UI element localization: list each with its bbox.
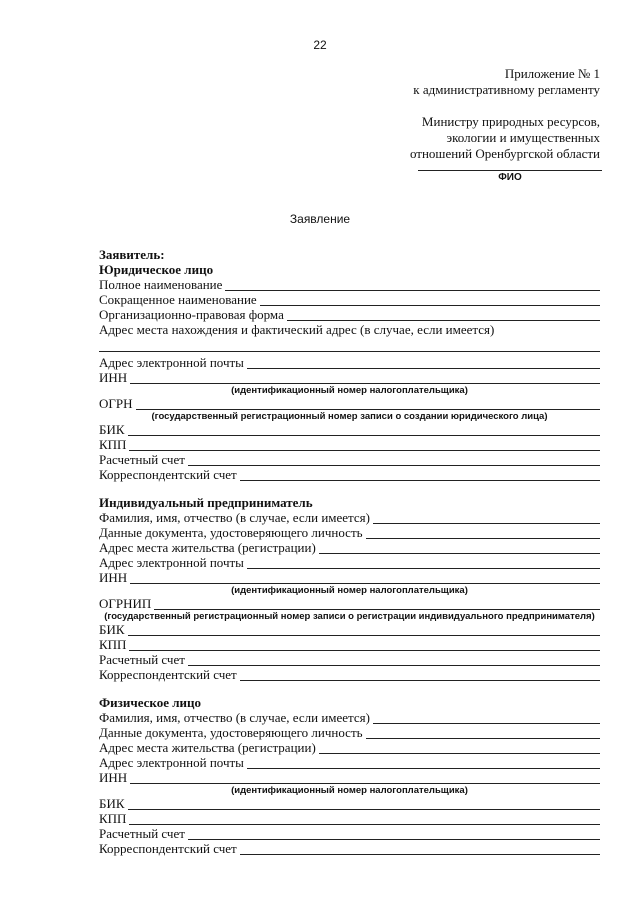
ie-email-row	[99, 555, 600, 570]
ie-fio-label: Фамилия, имя, отчество (в случае, если имеется)	[99, 510, 370, 525]
applicant-label: Заявитель:	[99, 247, 165, 262]
pp-corr-account-field[interactable]	[240, 843, 600, 855]
le-account-label: Расчетный счет	[99, 452, 185, 467]
ie-corr-account-label: Корреспондентский счет	[99, 667, 237, 682]
pp-corr-account-row	[99, 841, 600, 856]
pp-corr-account-label: Корреспондентский счет	[99, 841, 237, 856]
le-corr-account-field[interactable]	[240, 469, 600, 481]
le-inn-row	[99, 370, 600, 385]
ministry-line-3: отношений Оренбургской области	[409, 146, 600, 161]
le-short-name-field[interactable]	[260, 294, 600, 306]
ie-corr-account-field[interactable]	[240, 669, 600, 681]
le-email-row	[99, 355, 600, 370]
le-account-field[interactable]	[188, 454, 600, 466]
le-full-name-row	[99, 277, 600, 292]
le-kpp-row	[99, 437, 600, 452]
le-email-field[interactable]	[247, 357, 600, 369]
pp-fio-field[interactable]	[373, 712, 600, 724]
pp-fio-row	[99, 710, 600, 725]
ie-fio-row	[99, 510, 600, 525]
le-corr-account-label: Корреспондентский счет	[99, 467, 237, 482]
pp-kpp-field[interactable]	[129, 813, 600, 825]
ie-bik-row	[99, 622, 600, 637]
ie-residence-field[interactable]	[319, 542, 600, 554]
le-inn-field[interactable]	[130, 372, 600, 384]
le-kpp-field[interactable]	[129, 439, 600, 451]
ie-account-row	[99, 652, 600, 667]
ie-inn-note: (идентификационный номер налогоплательщика)	[231, 585, 468, 596]
le-bik-row	[99, 422, 600, 437]
le-ogrn-row	[99, 396, 600, 411]
ie-fio-field[interactable]	[373, 512, 600, 524]
pp-kpp-label: КПП	[99, 811, 127, 826]
le-inn-label: ИНН	[99, 370, 128, 385]
ie-kpp-label: КПП	[99, 637, 127, 652]
ie-account-field[interactable]	[188, 654, 600, 666]
fio-label: ФИО	[498, 172, 522, 183]
pp-account-label: Расчетный счет	[99, 826, 185, 841]
ie-corr-account-row	[99, 667, 600, 682]
entrepreneur-header: Индивидуальный предприниматель	[99, 495, 313, 510]
individual-header: Физическое лицо	[99, 695, 202, 710]
le-ogrn-note: (государственный регистрационный номер записи о создании юридического лица)	[151, 411, 548, 422]
pp-kpp-row	[99, 811, 600, 826]
le-full-name-field[interactable]	[225, 279, 600, 291]
pp-id-doc-label: Данные документа, удостоверяющего личность	[99, 725, 363, 740]
le-bik-label: БИК	[99, 422, 125, 437]
le-bik-field[interactable]	[128, 424, 600, 436]
pp-email-row	[99, 755, 600, 770]
pp-residence-field[interactable]	[319, 742, 600, 754]
le-inn-note: (идентификационный номер налогоплательщика)	[231, 385, 468, 396]
pp-account-field[interactable]	[188, 828, 600, 840]
pp-fio-label: Фамилия, имя, отчество (в случае, если имеется)	[99, 710, 370, 725]
le-short-name-row	[99, 292, 600, 307]
ie-ogrnip-field[interactable]	[154, 598, 600, 610]
ie-kpp-row	[99, 637, 600, 652]
ie-id-doc-field[interactable]	[366, 527, 600, 539]
pp-id-doc-field[interactable]	[366, 727, 600, 739]
ie-id-doc-label: Данные документа, удостоверяющего личность	[99, 525, 363, 540]
ie-bik-field[interactable]	[128, 624, 600, 636]
le-address-label: Адрес места нахождения и фактический адрес (в случае, если имеется)	[99, 322, 495, 337]
application-form	[99, 247, 600, 856]
page-title: Заявление	[289, 212, 351, 226]
le-account-row	[99, 452, 600, 467]
pp-email-field[interactable]	[247, 757, 600, 769]
ie-inn-label: ИНН	[99, 570, 128, 585]
ie-residence-row	[99, 540, 600, 555]
addressee-block	[410, 66, 600, 162]
le-address-field[interactable]	[99, 337, 600, 352]
ie-bik-label: БИК	[99, 622, 125, 637]
ie-account-label: Расчетный счет	[99, 652, 185, 667]
ie-email-field[interactable]	[247, 557, 600, 569]
pp-bik-field[interactable]	[128, 798, 600, 810]
le-short-name-label: Сокращенное наименование	[99, 292, 257, 307]
le-legal-form-label: Организационно-правовая форма	[99, 307, 284, 322]
ministry-line-1: Министру природных ресурсов,	[421, 114, 600, 129]
le-email-label: Адрес электронной почты	[99, 355, 244, 370]
pp-bik-row	[99, 796, 600, 811]
ie-ogrnip-row	[99, 596, 600, 611]
ie-inn-row	[99, 570, 600, 585]
fio-signature-line[interactable]	[418, 170, 602, 171]
pp-bik-label: БИК	[99, 796, 125, 811]
appendix-label: Приложение № 1	[504, 66, 600, 81]
pp-inn-field[interactable]	[130, 772, 600, 784]
ministry-line-2: экологии и имущественных	[446, 130, 600, 145]
le-legal-form-row	[99, 307, 600, 322]
ie-ogrnip-note: (государственный регистрационный номер записи о регистрации индивидуального предпринимателя)	[104, 611, 595, 622]
le-full-name-label: Полное наименование	[99, 277, 223, 292]
le-ogrn-label: ОГРН	[99, 396, 133, 411]
ie-kpp-field[interactable]	[129, 639, 600, 651]
ie-id-doc-row	[99, 525, 600, 540]
pp-inn-note: (идентификационный номер налогоплательщика)	[231, 785, 468, 796]
page-number: 22	[313, 38, 327, 52]
pp-residence-label: Адрес места жительства (регистрации)	[99, 740, 316, 755]
le-legal-form-field[interactable]	[287, 309, 600, 321]
ie-residence-label: Адрес места жительства (регистрации)	[99, 540, 316, 555]
ie-inn-field[interactable]	[130, 572, 600, 584]
le-corr-account-row	[99, 467, 600, 482]
pp-inn-row	[99, 770, 600, 785]
pp-id-doc-row	[99, 725, 600, 740]
pp-account-row	[99, 826, 600, 841]
pp-inn-label: ИНН	[99, 770, 128, 785]
legal-entity-header: Юридическое лицо	[99, 262, 214, 277]
le-kpp-label: КПП	[99, 437, 127, 452]
ie-email-label: Адрес электронной почты	[99, 555, 244, 570]
regulation-label: к административному регламенту	[413, 82, 600, 97]
le-ogrn-field[interactable]	[136, 398, 600, 410]
pp-email-label: Адрес электронной почты	[99, 755, 244, 770]
pp-residence-row	[99, 740, 600, 755]
ie-ogrnip-label: ОГРНИП	[99, 596, 152, 611]
